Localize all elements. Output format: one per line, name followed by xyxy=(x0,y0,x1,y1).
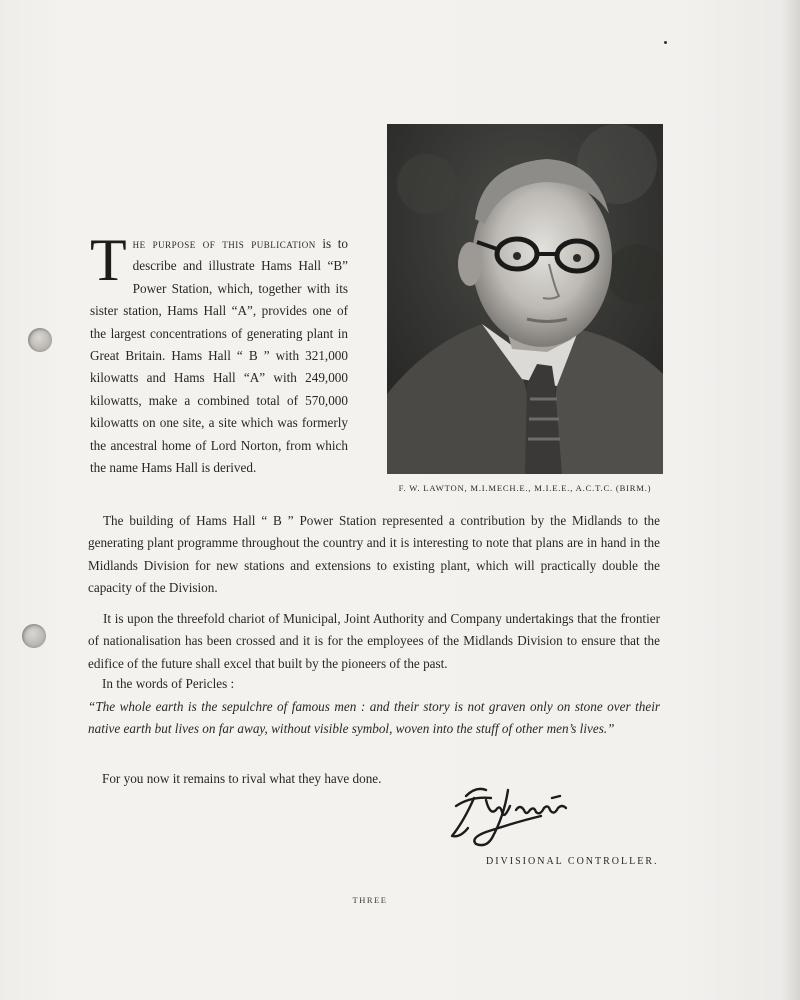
drop-cap: T xyxy=(90,227,127,293)
body-paragraph-4: For you now it remains to rival what they have done. xyxy=(102,771,382,786)
handwritten-signature xyxy=(446,776,576,852)
page-edge-shadow xyxy=(782,0,800,1000)
signatory-title: DIVISIONAL CONTROLLER. xyxy=(486,856,659,867)
punch-hole-top xyxy=(28,328,52,352)
portrait-illustration xyxy=(387,124,663,474)
pericles-quote: “The whole earth is the sepulchre of famous men : and their story is not graven only on stone over their native earth but lives on far away, without visible symbol, woven into the stuff of other men’s lives.” xyxy=(88,699,660,737)
intro-paragraph xyxy=(90,227,348,479)
print-speck xyxy=(664,41,667,44)
intro-lead-text: is to describe and illustrate Hams Hall “B” Power Station, which, together with its sister station, Hams Hall “A”, provides one of the largest concentrations of generating plant in Great Britain. Hams Hall “ B ” with 321,000 kilowatts and Hams Hall “A” with 249,000 kilowatts, make a combined total of 570,000 kilowatts on one site, a site which was formerly the ancestral home of Lord Norton, from which the name Hams Hall is derived. xyxy=(90,236,348,476)
portrait-caption: F. W. LAWTON, M.I.MECH.E., M.I.E.E., A.C.T.C. (BIRM.) xyxy=(398,483,652,493)
body-paragraph-3: In the words of Pericles : xyxy=(102,676,235,691)
page-number: THREE xyxy=(352,895,388,905)
punch-hole-bottom xyxy=(22,624,46,648)
body-paragraph-2: It is upon the threefold chariot of Municipal, Joint Authority and Company undertakings that the frontier of nationalisation has been crossed and it is for the employees of the Midlands Division to ensure that the edifice of the future shall excel that built by the pioneers of the past. xyxy=(88,611,660,671)
body-paragraph-1: The building of Hams Hall “ B ” Power Station represented a contribution by the Midlands to the generating plant programme throughout the country and it is interesting to note that plans are in hand in the Midlands Division for new stations and extensions to existing plant, which will practically double the capacity of the Division. xyxy=(88,513,660,596)
intro-lead-smallcaps: he purpose of this publication xyxy=(132,236,316,251)
portrait-photo xyxy=(387,124,663,474)
